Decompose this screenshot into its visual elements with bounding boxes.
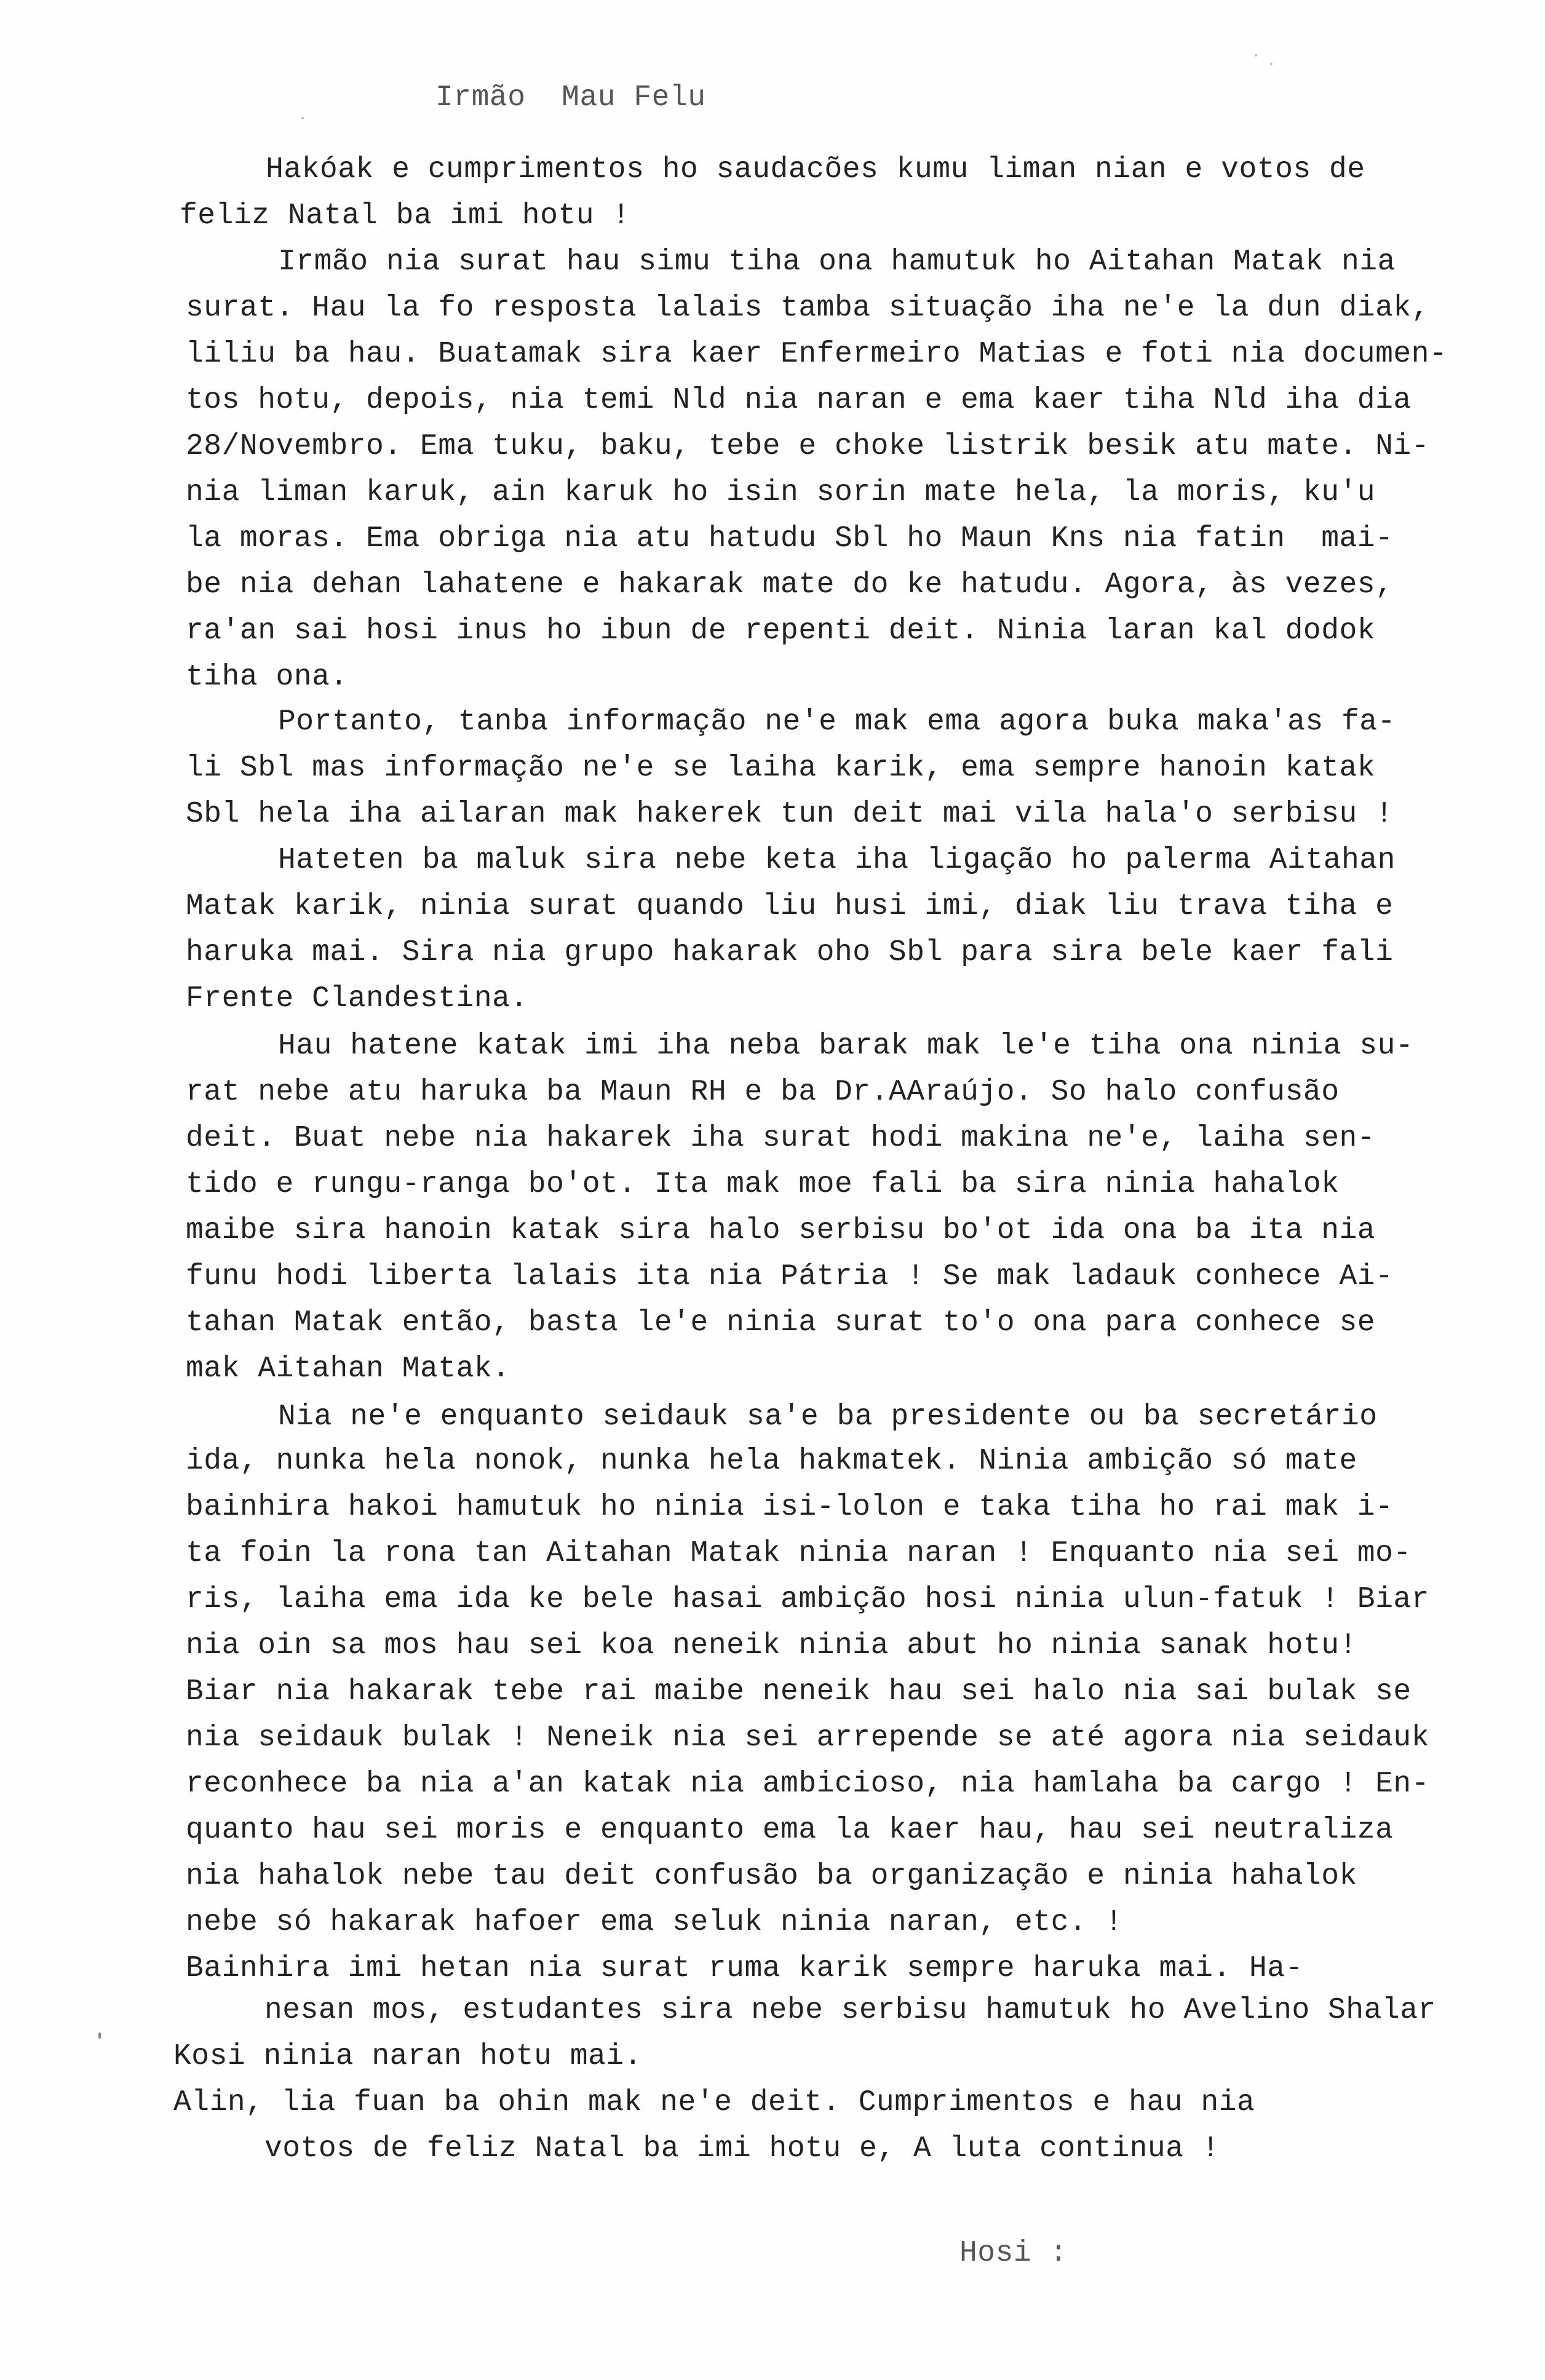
letter-line: nesan mos, estudantes sira nebe serbisu hamutuk ho Avelino Shalar (264, 1994, 1436, 2027)
letter-line: 28/Novembro. Ema tuku, baku, tebe e choke listrik besik atu mate. Ni- (186, 430, 1430, 463)
letter-line: nia oin sa mos hau sei koa neneik ninia abut ho ninia sanak hotu! (186, 1629, 1357, 1662)
letter-line: tido e rungu-ranga bo'ot. Ita mak moe fali ba sira ninia hahalok (186, 1168, 1340, 1201)
letter-line: Portanto, tanba informação ne'e mak ema agora buka maka'as fa- (278, 705, 1396, 739)
letter-line: Irmão nia surat hau simu tiha ona hamutuk ho Aitahan Matak nia (278, 245, 1396, 279)
letter-line: Hakóak e cumprimentos ho saudacões kumu liman nian e votos de (266, 153, 1365, 186)
paper-mark (98, 2033, 101, 2039)
letter-line: surat. Hau la fo resposta lalais tamba situação iha ne'e la dun diak, (186, 292, 1430, 325)
letter-line: ra'an sai hosi inus ho ibun de repenti deit. Ninia laran kal dodok (186, 614, 1376, 648)
letter-line: liliu ba hau. Buatamak sira kaer Enfermeiro Matias e foti nia documen- (186, 338, 1448, 371)
letter-line: tiha ona. (186, 660, 348, 694)
letter-line: nia liman karuk, ain karuk ho isin sorin mate hela, la moris, ku'u (186, 476, 1376, 509)
letter-line: haruka mai. Sira nia grupo hakarak oho Sbl para sira bele kaer fali (186, 936, 1394, 969)
letter-line: ris, laiha ema ida ke bele hasai ambição hosi ninia ulun-fatuk ! Biar (186, 1583, 1430, 1616)
letter-line: be nia dehan lahatene e hakarak mate do ke hatudu. Agora, às vezes, (186, 568, 1394, 601)
paper-speck (1270, 63, 1273, 65)
letter-line: Kosi ninia naran hotu mai. (173, 2040, 642, 2073)
letter-line: li Sbl mas informação ne'e se laiha karik, ema sempre hanoin katak (186, 752, 1376, 785)
letter-line: reconhece ba nia a'an katak nia ambicioso, nia hamlaha ba cargo ! En- (186, 1767, 1430, 1801)
letter-line: Alin, lia fuan ba ohin mak ne'e deit. Cumprimentos e hau nia (173, 2086, 1255, 2119)
letter-line: la moras. Ema obriga nia atu hatudu Sbl ho Maun Kns nia fatin mai- (186, 522, 1394, 555)
letter-line: Matak karik, ninia surat quando liu husi imi, diak liu trava tiha e (186, 890, 1394, 923)
letter-line: Frente Clandestina. (186, 982, 528, 1015)
letter-line: nia seidauk bulak ! Neneik nia sei arrepende se até agora nia seidauk (186, 1721, 1430, 1755)
letter-line: nia hahalok nebe tau deit confusão ba organização e ninia hahalok (186, 1860, 1357, 1893)
letter-line: Hateten ba maluk sira nebe keta iha ligação ho palerma Aitahan (278, 844, 1396, 877)
letter-line: ta foin la rona tan Aitahan Matak ninia naran ! Enquanto nia sei mo- (186, 1537, 1412, 1570)
letter-line: mak Aitahan Matak. (186, 1352, 510, 1386)
letter-line: Sbl hela iha ailaran mak hakerek tun deit mai vila hala'o serbisu ! (186, 798, 1394, 831)
letter-closing: Hosi : (959, 2237, 1068, 2270)
letter-line: Hau hatene katak imi iha neba barak mak le'e tiha ona ninia su- (278, 1029, 1414, 1063)
letter-line: funu hodi liberta lalais ita nia Pátria ! Se mak ladauk conhece Ai- (186, 1260, 1394, 1293)
letter-line: votos de feliz Natal ba imi hotu e, A luta continua ! (264, 2132, 1220, 2165)
letter-line: tahan Matak então, basta le'e ninia surat to'o ona para conhece se (186, 1306, 1376, 1339)
letter-line: ida, nunka hela nonok, nunka hela hakmatek. Ninia ambição só mate (186, 1445, 1357, 1478)
paper-speck (301, 117, 304, 119)
letter-line: quanto hau sei moris e enquanto ema la kaer hau, hau sei neutraliza (186, 1814, 1394, 1847)
letter-line: tos hotu, depois, nia temi Nld nia naran e ema kaer tiha Nld iha dia (186, 384, 1412, 417)
letter-line: nebe só hakarak hafoer ema seluk ninia naran, etc. ! (186, 1906, 1123, 1939)
letter-line: Biar nia hakarak tebe rai maibe neneik hau sei halo nia sai bulak se (186, 1675, 1412, 1708)
letter-line: bainhira hakoi hamutuk ho ninia isi-lolon e taka tiha ho rai mak i- (186, 1491, 1394, 1524)
letter-line: rat nebe atu haruka ba Maun RH e ba Dr.AAraújo. So halo confusão (186, 1076, 1340, 1109)
letter-line: maibe sira hanoin katak sira halo serbisu bo'ot ida ona ba ita nia (186, 1214, 1376, 1247)
letter-line: Nia ne'e enquanto seidauk sa'e ba presidente ou ba secretário (278, 1400, 1378, 1434)
letter-salutation: Irmão Mau Felu (435, 81, 706, 114)
letter-line: feliz Natal ba imi hotu ! (180, 199, 630, 232)
letter-line: deit. Buat nebe nia hakarek iha surat hodi makina ne'e, laiha sen- (186, 1122, 1376, 1155)
letter-line: Bainhira imi hetan nia surat ruma karik sempre haruka mai. Ha- (186, 1952, 1303, 1985)
paper-speck (1255, 54, 1257, 57)
